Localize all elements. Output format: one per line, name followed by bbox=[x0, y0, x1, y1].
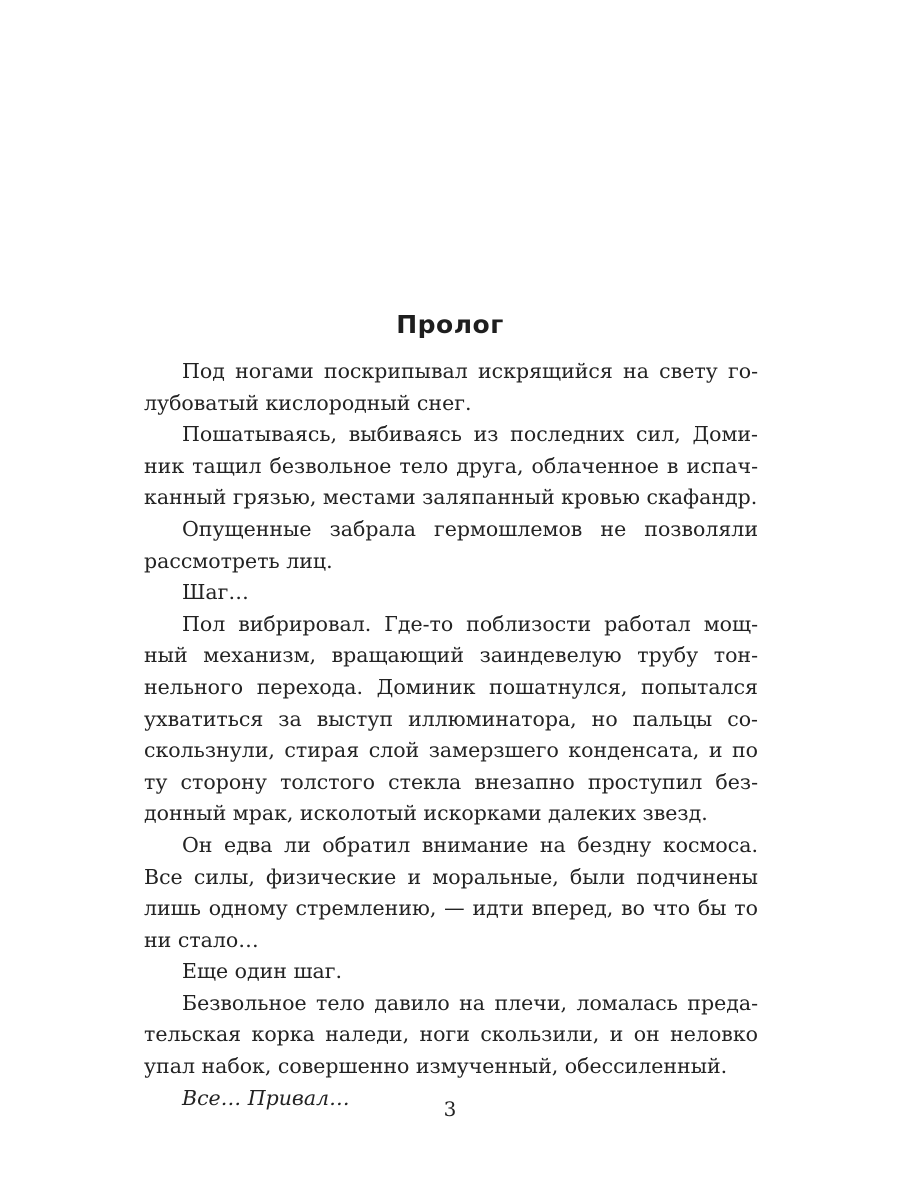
text-line: рассмотреть лиц. bbox=[144, 548, 333, 573]
text-line: тельская корка наледи, ноги скользили, и он неловко bbox=[144, 1022, 758, 1047]
paragraph bbox=[144, 830, 758, 956]
text-line: Еще один шаг. bbox=[182, 959, 343, 984]
text-line: Шаг… bbox=[182, 580, 249, 605]
text-line: ный механизм, вращающий заиндевелую трубу тон- bbox=[144, 643, 758, 668]
paragraph bbox=[144, 988, 758, 1083]
page-number: 3 bbox=[443, 1097, 457, 1121]
chapter-title: Пролог bbox=[396, 310, 504, 339]
text-line: Пол вибрировал. Где-то поблизости работал мощ- bbox=[182, 611, 758, 636]
paragraph bbox=[144, 956, 758, 988]
paragraph bbox=[144, 609, 758, 830]
text-line: Опущенные забрала гермошлемов не позволяли bbox=[182, 516, 758, 541]
text-line: Он едва ли обратил внимание на бездну космоса. bbox=[182, 832, 758, 857]
text-line: ни стало… bbox=[144, 927, 259, 952]
paragraph bbox=[144, 356, 758, 419]
text-line: Все силы, физические и моральные, были подчинены bbox=[144, 864, 758, 889]
text-line: лишь одному стремлению, — идти вперед, во что бы то bbox=[144, 896, 758, 921]
paragraph bbox=[144, 419, 758, 514]
paragraph bbox=[144, 514, 758, 577]
text-line: Безвольное тело давило на плечи, ломалась преда- bbox=[182, 990, 758, 1015]
text-line: нельного перехода. Доминик пошатнулся, попытался bbox=[144, 674, 758, 699]
text-line: упал набок, совершенно измученный, обессиленный. bbox=[144, 1054, 728, 1079]
text-line: скользнули, стирая слой замерзшего конденсата, и по bbox=[144, 738, 758, 763]
paragraph bbox=[144, 577, 758, 609]
text-line: Под ногами поскрипывал искрящийся на свету го- bbox=[182, 359, 758, 383]
text-line: Все… Привал… bbox=[182, 1085, 350, 1110]
text-line: ухватиться за выступ иллюминатора, но пальцы со- bbox=[144, 706, 758, 731]
text-line: канный грязью, местами заляпанный кровью скафандр. bbox=[144, 485, 758, 510]
text-line: лубоватый кислородный снег. bbox=[144, 390, 472, 415]
text-line: донный мрак, исколотый искорками далеких звезд. bbox=[144, 801, 708, 826]
text-line: ту сторону толстого стекла внезапно проступил без- bbox=[144, 769, 758, 794]
body-text bbox=[144, 356, 758, 1114]
text-line: Пошатываясь, выбиваясь из последних сил, Доми- bbox=[182, 422, 758, 447]
text-line: ник тащил безвольное тело друга, облаченное в испач- bbox=[144, 453, 758, 478]
